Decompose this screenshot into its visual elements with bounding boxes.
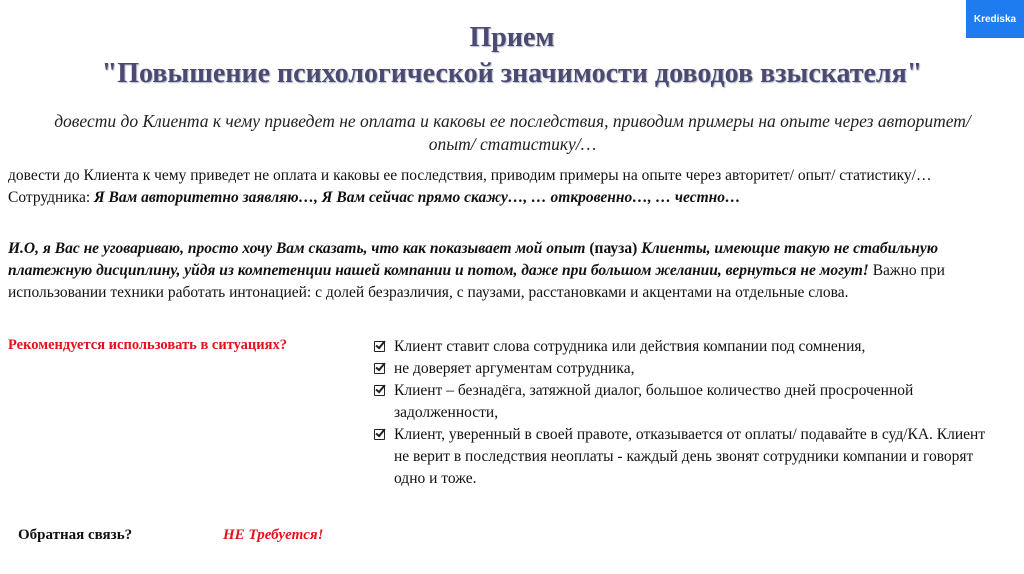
feedback-label: Обратная связь?	[18, 527, 133, 543]
script-phrase-2: Клиенты, имеющие такую не стабильную платежную дисциплину, уйдя из компетенции нашей компании и потом, даже при большом желании, вернуться не могут!	[8, 240, 939, 279]
feedback-value: НЕ Требуется!	[223, 527, 324, 543]
slide-title-line2: "Повышение психологической значимости доводов взыскателя"	[101, 58, 923, 89]
brand-logo-text: Krediska	[973, 13, 1017, 25]
technique-note: Важно при использовании техники работать интонацией: с долей безразличия, с паузами, расстановками и акцентами на отдельные слова.	[8, 262, 945, 301]
script-paragraph	[8, 238, 998, 304]
description-text: довести до Клиента к чему приведет не оплата и каковы ее последствия, приводим примеры на опыте через авторитет/ опыт/ статистику/… Сотрудника:	[8, 167, 932, 206]
list-item	[372, 358, 992, 380]
script-phrase-1: И.О, я Вас не уговариваю, просто хочу Вам сказать, что как показывает мой опыт	[8, 240, 586, 257]
checkbox-icon	[374, 429, 385, 440]
list-item	[372, 380, 992, 424]
list-item-text: Клиент, уверенный в своей правоте, отказывается от оплаты/ подавайте в суд/КА. Клиент не верит в последствия неоплаты - каждый день звонят сотрудники компании и говорят одно и тоже.	[394, 426, 986, 487]
checkbox-icon	[374, 363, 385, 374]
list-item-text: не доверяет аргументам сотрудника,	[394, 360, 635, 377]
slide-subtitle	[10, 110, 1015, 156]
example-phrases: Я Вам авторитетно заявляю…, Я Вам сейчас прямо скажу…, … откровенно…, … честно…	[94, 189, 741, 206]
checkbox-icon	[374, 385, 385, 396]
pause-note: (пауза)	[585, 240, 642, 257]
subtitle-line2: опыт/ статистику/…	[428, 134, 597, 154]
subtitle-line1: довести до Клиента к чему приведет не оплата и каковы ее последствия, приводим примеры на опыте через авторитет/	[54, 111, 971, 131]
checkbox-icon	[374, 341, 385, 352]
situation-list	[372, 336, 992, 490]
slide-title-line1: Прием	[469, 22, 555, 53]
list-item	[372, 424, 992, 490]
list-item-text: Клиент – безнадёга, затяжной диалог, большое количество дней просроченной задолженности,	[394, 382, 914, 421]
list-item-text: Клиент ставит слова сотрудника или действия компании под сомнения,	[394, 338, 866, 355]
recommend-label: Рекомендуется использовать в ситуациях?	[8, 337, 287, 353]
list-item	[372, 336, 992, 358]
description-paragraph	[8, 165, 998, 209]
